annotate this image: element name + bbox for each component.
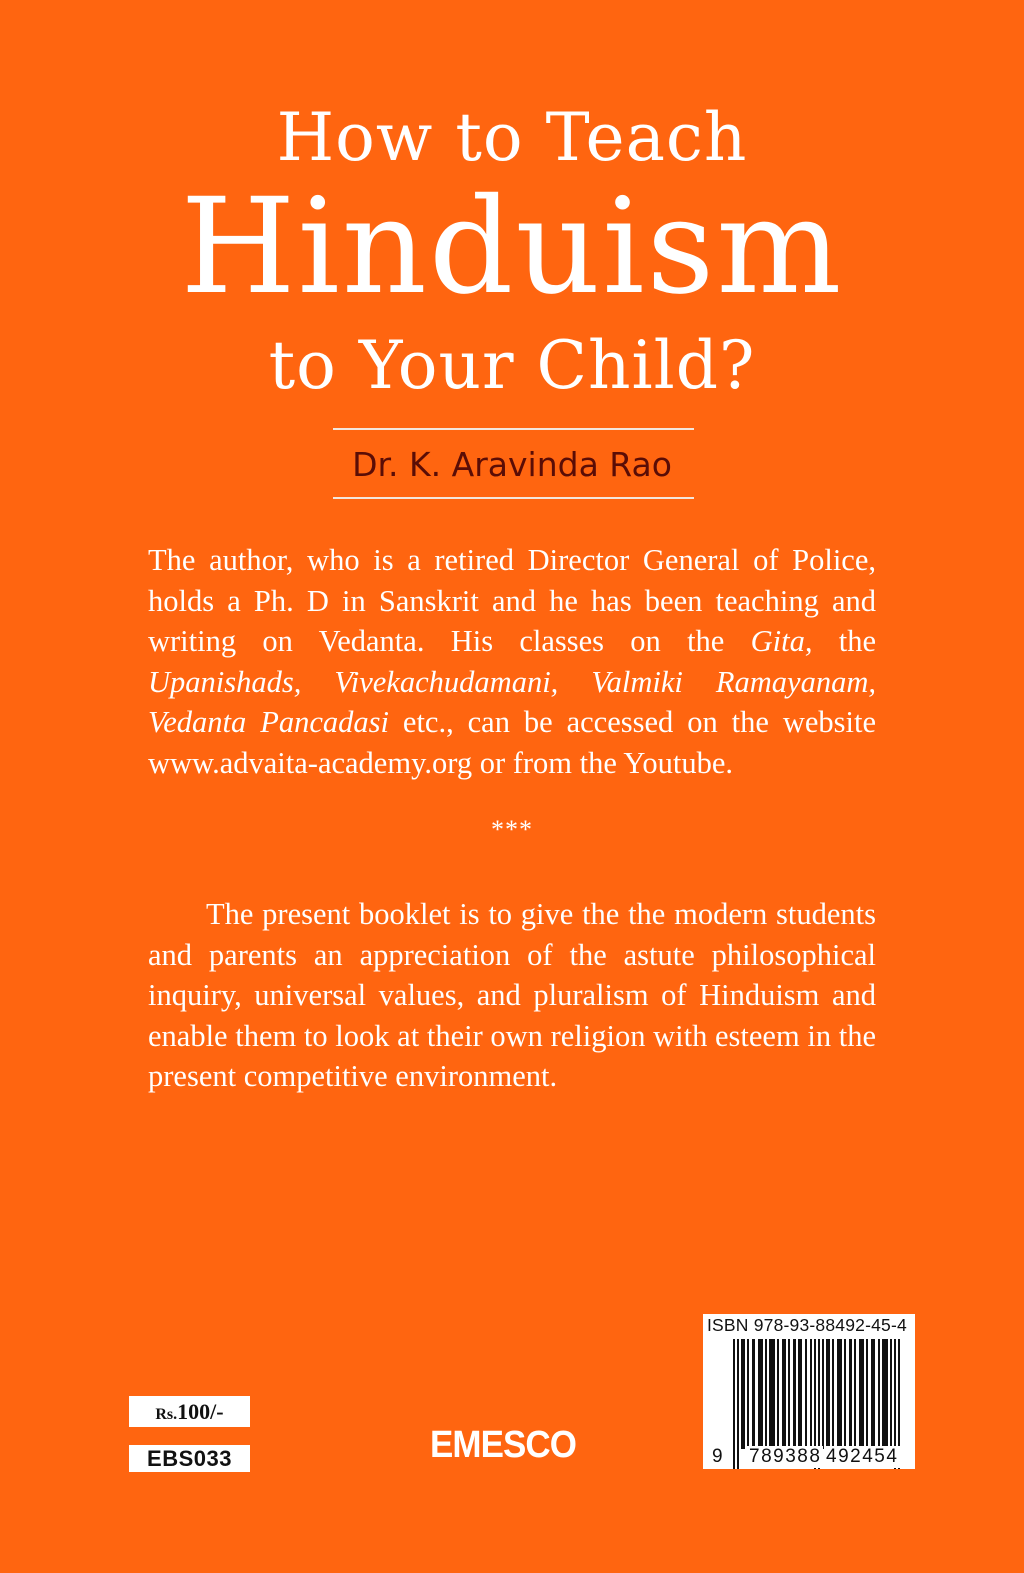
bio-text: The author, who is a retired Director General of Police, holds a Ph. D in Sanskrit and he has been teaching and writing on Vedanta. His classes on the: [148, 543, 876, 658]
price-prefix: Rs.: [155, 1406, 178, 1423]
divider-top: [333, 428, 694, 430]
bio-text: etc., can be accessed on the website www.advaita-academy.org or from the Youtube.: [148, 705, 877, 780]
series-code-label: EBS033: [129, 1445, 250, 1472]
price-label: [129, 1396, 250, 1427]
ean-right-group: 492454: [826, 1446, 899, 1467]
ean-prefix-digit: 9: [712, 1446, 723, 1467]
divider-bottom: [333, 497, 694, 499]
title-main: Hinduism: [180, 170, 844, 324]
bio-italic-texts: Upanishads, Vivekachudamani, Valmiki Ramayanam, Vedanta Pancadasi: [148, 664, 876, 739]
section-separator: ***: [491, 815, 533, 844]
author-name: Dr. K. Aravinda Rao: [352, 445, 672, 484]
bio-text: the: [812, 624, 876, 658]
book-description: The present booklet is to give the the modern students and parents an appreciation of the astute philosophical inquiry, universal values, and pluralism of Hinduism and enable them to look at their own religion with esteem in the present competitive environment.: [148, 897, 876, 1093]
author-bio: [148, 540, 876, 783]
title-line-1: How to Teach: [276, 99, 748, 176]
ean-left-group: 789388: [749, 1446, 822, 1467]
isbn-label: ISBN 978-93-88492-45-4: [707, 1315, 907, 1335]
title-line-3: to Your Child?: [268, 327, 756, 404]
isbn-barcode: [703, 1314, 915, 1469]
price-amount: 100/-: [177, 1399, 224, 1424]
publisher-logo: EMESCO: [430, 1424, 577, 1466]
bio-italic-gita: Gita,: [750, 624, 813, 658]
